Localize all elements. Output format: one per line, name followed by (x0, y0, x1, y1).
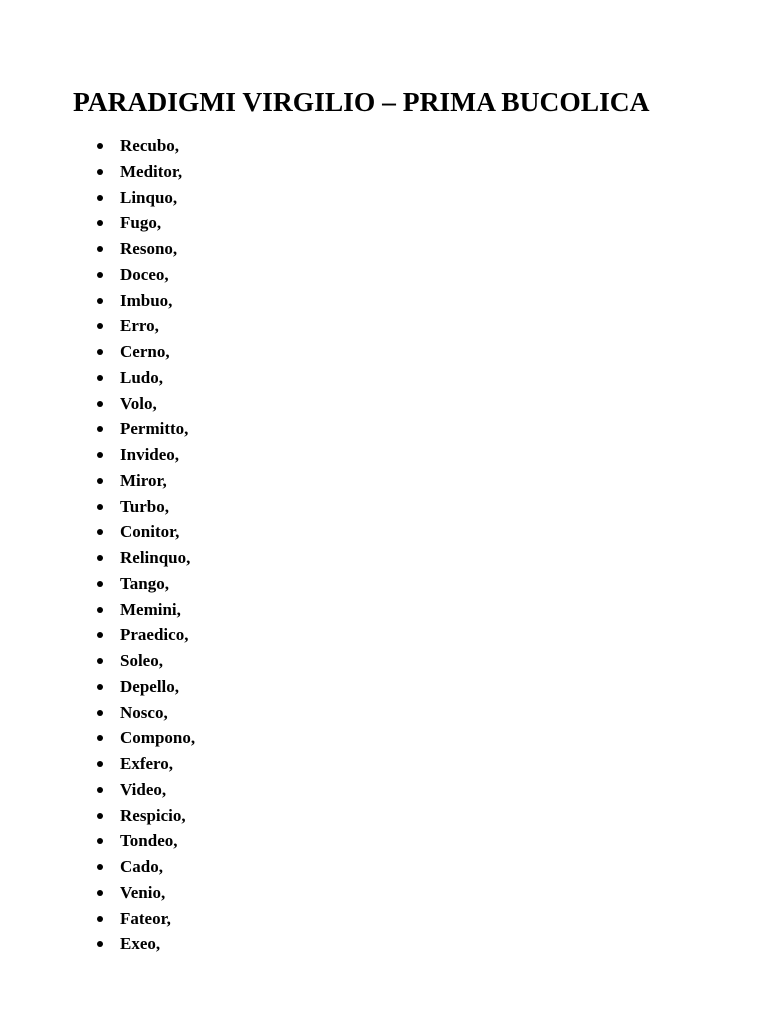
list-item-text: Praedico, (120, 625, 189, 645)
list-item-text: Cerno, (120, 342, 170, 361)
bullet-icon (97, 246, 103, 252)
bullet-icon (97, 452, 103, 458)
bullet-icon (97, 864, 103, 870)
list-item-text: Volo, (120, 393, 157, 413)
bullet-icon (97, 323, 103, 329)
list-item-text: Conitor, (120, 522, 180, 542)
bullet-icon (97, 813, 103, 819)
list-item-text: Permitto, (120, 419, 189, 439)
list-item-text: Exeo, (120, 934, 161, 954)
page-title: PARADIGMI VIRGILIO – PRIMA BUCOLICA (73, 86, 650, 117)
list-item-text: Exfero, (120, 754, 174, 773)
bullet-icon (97, 735, 103, 741)
bullet-icon (97, 272, 103, 278)
bullet-icon (97, 658, 103, 664)
list-item-text: Tango, (120, 573, 169, 593)
list-item-text: Fateor, (120, 908, 171, 928)
list-item-text: Meditor, (120, 161, 183, 181)
list-item-text: Recubo, (120, 136, 180, 155)
list-item-text: Soleo, (120, 651, 163, 670)
list-item-text: Compono, (120, 728, 196, 748)
bullet-icon (97, 555, 103, 561)
list-item-text: Miror, (120, 470, 167, 490)
list-item-text: Linquo, (120, 187, 178, 207)
bullet-icon (97, 220, 103, 226)
bullet-icon (97, 916, 103, 922)
bullet-icon (97, 890, 103, 896)
list-item-text: Fugo, (120, 213, 162, 233)
list-item-text: Imbuo, (120, 290, 173, 310)
list-item-text: Nosco, (120, 702, 168, 722)
list-item-text: Cado, (120, 857, 163, 876)
bullet-icon (97, 401, 103, 407)
bullet-icon (97, 710, 103, 716)
bullet-icon (97, 529, 103, 535)
bullet-icon (97, 684, 103, 690)
bullet-icon (97, 143, 103, 149)
bullet-icon (97, 298, 103, 304)
bullet-icon (97, 169, 103, 175)
list-item-text: Doceo, (120, 264, 169, 284)
bullet-icon (97, 838, 103, 844)
list-item-text: Respicio, (120, 805, 186, 825)
list-item-text: Video, (120, 779, 167, 799)
bullet-icon (97, 632, 103, 638)
list-item-text: Erro, (120, 316, 159, 336)
bullet-icon (97, 581, 103, 587)
list-item-text: Resono, (120, 239, 178, 258)
list-item-text: Venio, (120, 882, 166, 902)
list-item-text: Turbo, (120, 496, 169, 516)
bullet-icon (97, 941, 103, 947)
bullet-icon (97, 761, 103, 767)
bullet-icon (97, 195, 103, 201)
bullet-icon (97, 607, 103, 613)
list-item-text: Memini, (120, 599, 181, 619)
list-item-text: Relinquo, (120, 548, 191, 567)
list-item-text: Tondeo, (120, 831, 178, 851)
bullet-icon (97, 426, 103, 432)
bullet-icon (97, 349, 103, 355)
bullet-icon (97, 375, 103, 381)
list-item-text: Invideo, (120, 445, 180, 464)
bullet-icon (97, 478, 103, 484)
bullet-icon (97, 504, 103, 510)
list-item-text: Depello, (120, 676, 180, 696)
list-item-text: Ludo, (120, 367, 163, 387)
bullet-icon (97, 787, 103, 793)
